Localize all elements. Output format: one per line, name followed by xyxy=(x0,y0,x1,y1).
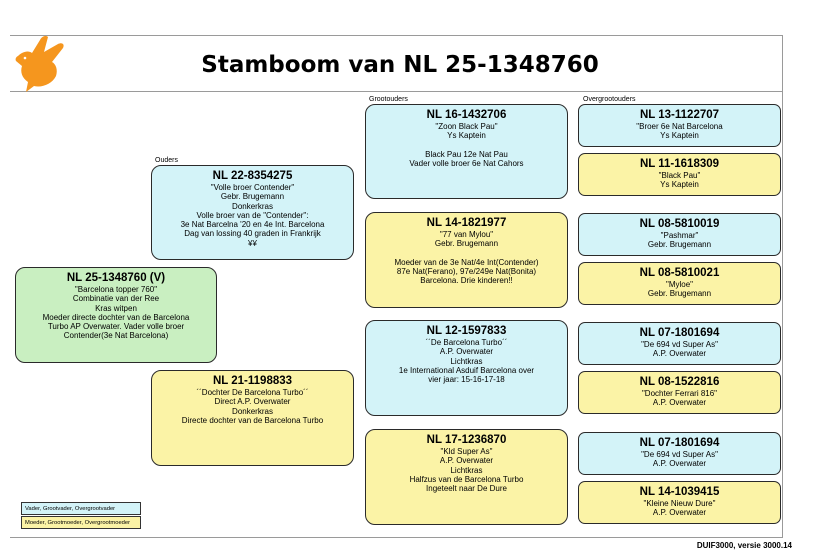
card-line: Gebr. Brugemann xyxy=(647,289,712,299)
top-border-line xyxy=(10,35,783,36)
card-line: Ys Kaptein xyxy=(660,180,699,190)
ring-number: NL 07-1801694 xyxy=(639,327,720,339)
bottom-border-line xyxy=(10,537,783,538)
card-line: 3e Nat Barcelna '20 en 4e Int. Barcelona xyxy=(180,220,325,230)
card-line: "Myloe" xyxy=(665,280,694,289)
page-title: Stamboom van NL 25-1348760 xyxy=(201,52,599,78)
dove-icon xyxy=(12,34,68,92)
card-line: "De 694 vd Super As" xyxy=(641,340,718,349)
card-line: "Kld Super As" xyxy=(440,447,493,456)
card-line: Donkerkras xyxy=(232,201,273,211)
card-line: Lichtkras xyxy=(450,465,483,475)
card-line: ´´Dochter De Barcelona Turbo´´ xyxy=(196,388,309,397)
pedigree-card-overgrootouder-1[interactable] xyxy=(578,104,781,147)
header-underline xyxy=(10,91,783,92)
dove-body-icon xyxy=(16,36,64,92)
card-line: "Barcelona topper 760" xyxy=(74,285,158,294)
card-line: Gebr. Brugemann xyxy=(647,240,712,250)
pedigree-card-overgrootouder-2[interactable] xyxy=(578,153,781,196)
section-label-overgrootouders: Overgrootouders xyxy=(583,96,636,103)
ring-number: NL 14-1821977 xyxy=(426,217,507,229)
ring-number: NL 08-5810019 xyxy=(639,218,720,230)
footer-version: DUIF3000, versie 3000.14 xyxy=(696,541,792,550)
card-line: Gebr. Brugemann xyxy=(220,192,285,202)
pedigree-card-grootvader-vaderszijde[interactable] xyxy=(365,104,568,199)
ring-number: NL 08-1522816 xyxy=(639,376,720,388)
card-line: Ys Kaptein xyxy=(660,131,699,141)
card-line: 1e International Asduif Barcelona over xyxy=(398,365,535,375)
card-line: A.P. Overwater xyxy=(652,349,707,359)
pedigree-card-overgrootouder-6[interactable] xyxy=(578,371,781,414)
ring-number: NL 08-5810021 xyxy=(639,267,720,279)
card-line: Vader volle broer 6e Nat Cahors xyxy=(409,158,524,168)
card-line: A.P. Overwater xyxy=(652,459,707,469)
pedigree-card-vader[interactable] xyxy=(151,165,354,260)
section-label-grootouders: Grootouders xyxy=(369,96,408,103)
card-line: Directe dochter van de Barcelona Turbo xyxy=(181,415,324,425)
card-line: "Broer 6e Nat Barcelona xyxy=(636,122,723,131)
card-line: Volle broer van de "Contender": xyxy=(196,210,309,220)
card-line: ´´De Barcelona Turbo´´ xyxy=(425,338,508,347)
pedigree-card-overgrootouder-8[interactable] xyxy=(578,481,781,524)
card-line: Dag van lossing 40 graden in Frankrijk xyxy=(184,229,321,239)
pedigree-card-moeder[interactable] xyxy=(151,370,354,466)
card-line: Kras witpen xyxy=(95,303,137,313)
ring-number: NL 25-1348760 (V) xyxy=(66,272,166,284)
card-line: ¥¥ xyxy=(248,238,257,248)
legend-male: Vader, Grootvader, Overgrootvader xyxy=(21,502,141,515)
ring-number: NL 11-1618309 xyxy=(639,158,720,170)
card-line: "Pashmar" xyxy=(660,231,699,240)
card-line: Lichtkras xyxy=(450,356,483,366)
ring-number: NL 16-1432706 xyxy=(426,109,507,121)
pedigree-card-grootmoeder-moederszijde[interactable] xyxy=(365,429,568,525)
pedigree-card-overgrootouder-3[interactable] xyxy=(578,213,781,256)
card-line: vier jaar: 15-16-17-18 xyxy=(428,375,505,385)
right-border-line xyxy=(782,35,783,538)
card-line: Gebr. Brugemann xyxy=(434,239,499,249)
card-line: A.P. Overwater xyxy=(439,456,494,466)
ring-number: NL 07-1801694 xyxy=(639,437,720,449)
card-line: "Kleine Nieuw Dure" xyxy=(643,499,716,508)
ring-number: NL 21-1198833 xyxy=(212,375,293,387)
card-line: Combinatie van der Ree xyxy=(72,294,160,304)
card-line: Donkerkras xyxy=(232,406,273,416)
card-line: Barcelona. Drie kinderen!! xyxy=(420,276,513,286)
ring-number: NL 22-8354275 xyxy=(212,170,293,182)
pedigree-card-overgrootouder-4[interactable] xyxy=(578,262,781,305)
pedigree-card-grootvader-moederszijde[interactable] xyxy=(365,320,568,416)
card-line: Moeder van de 3e Nat/4e Int(Contender) xyxy=(394,257,539,267)
card-line: A.P. Overwater xyxy=(652,398,707,408)
card-line: "Black Pau" xyxy=(658,171,701,180)
section-label-ouders: Ouders xyxy=(155,157,178,164)
card-line: "77 van Mylou" xyxy=(439,230,494,239)
card-line: Turbo AP Overwater. Vader volle broer xyxy=(47,322,185,332)
card-line: Direct A.P. Overwater xyxy=(214,397,291,407)
card-line: "Dochter Ferrari 816" xyxy=(641,389,718,398)
pedigree-card-grootmoeder-vaderszijde[interactable] xyxy=(365,212,568,308)
card-line: "De 694 vd Super As" xyxy=(641,450,718,459)
card-line: Halfzus van de Barcelona Turbo xyxy=(409,474,524,484)
card-line: "Zoon Black Pau" xyxy=(435,122,498,131)
card-line: Moeder directe dochter van de Barcelona xyxy=(42,312,190,322)
card-line: A.P. Overwater xyxy=(439,347,494,357)
card-line: Contender(3e Nat Barcelona) xyxy=(63,331,169,341)
card-line: Black Pau 12e Nat Pau xyxy=(425,149,508,159)
ring-number: NL 13-1122707 xyxy=(639,109,720,121)
legend-female: Moeder, Grootmoeder, Overgrootmoeder xyxy=(21,516,141,529)
pedigree-card-overgrootouder-7[interactable] xyxy=(578,432,781,475)
ring-number: NL 17-1236870 xyxy=(426,434,507,446)
card-line: 87e Nat(Ferano), 97e/249e Nat(Bonita) xyxy=(396,266,537,276)
card-line: Ys Kaptein xyxy=(447,131,486,141)
card-line: "Volle broer Contender" xyxy=(210,183,295,192)
card-line: A.P. Overwater xyxy=(652,508,707,518)
pedigree-card-subject[interactable] xyxy=(15,267,217,363)
ring-number: NL 12-1597833 xyxy=(426,325,507,337)
pedigree-card-overgrootouder-5[interactable] xyxy=(578,322,781,365)
ring-number: NL 14-1039415 xyxy=(639,486,720,498)
card-line: Ingeteelt naar De Dure xyxy=(426,484,507,494)
